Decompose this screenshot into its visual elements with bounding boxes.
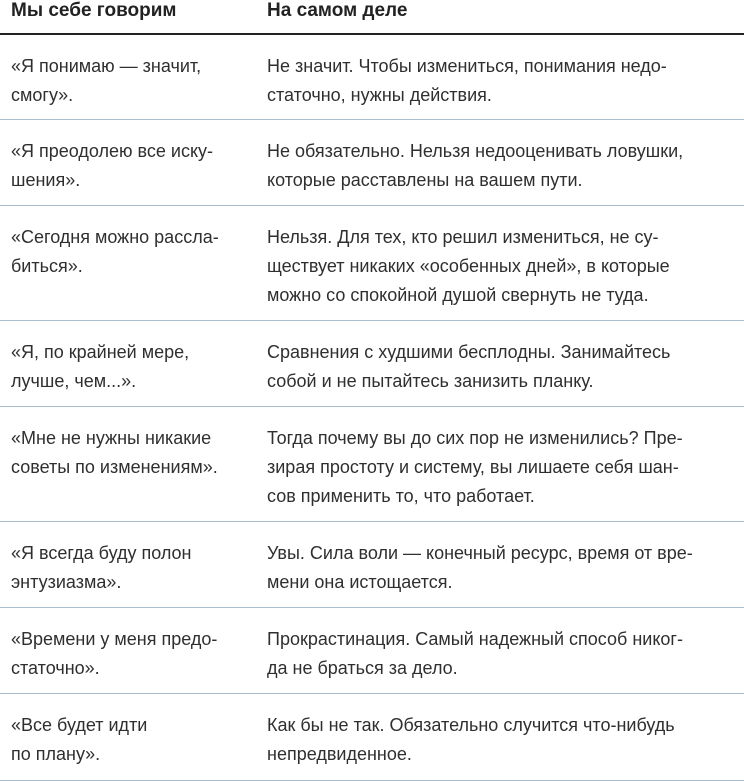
row-say-text: «Все будет идти по плану». [11,715,148,764]
row-reality-text: Как бы не так. Обязательно случится что-нибудь непредвиденное. [267,715,675,764]
row-say-text: «Времени у меня предо- статочно». [11,629,218,678]
table-row [0,35,744,120]
row-reality-text: Тогда почему вы до сих пор не изменились? Пре- зирая простоту и систему, вы лишаете себя шан- сов применить то, что работает. [267,428,683,506]
table-row [0,407,744,522]
row-reality-text: Увы. Сила воли — конечный ресурс, время от вре- мени она истощается. [267,543,693,592]
table-row [0,608,744,694]
table-row [0,120,744,206]
table-header [0,0,744,35]
row-say-text: «Я преодолею все иску- шения». [11,141,214,190]
row-reality-text: Не значит. Чтобы измениться, понимания недо- статочно, нужны действия. [267,56,667,105]
table-row [0,321,744,407]
table-row [0,206,744,321]
header-in-reality: На самом деле [267,0,408,21]
table-row [0,694,744,781]
row-reality-text: Не обязательно. Нельзя недооценивать ловушки, которые расставлены на вашем пути. [267,141,684,190]
row-say-text: «Сегодня можно рассла- биться». [11,227,219,276]
row-say-text: «Я понимаю — значит, смогу». [11,56,202,105]
row-reality-text: Прокрастинация. Самый надежный способ никог- да не браться за дело. [267,629,683,678]
row-reality-text: Сравнения с худшими бесплодны. Занимайтесь собой и не пытайтесь занизить планку. [267,342,671,391]
row-reality-text: Нельзя. Для тех, кто решил измениться, не су- ществует никаких «особенных дней», в которые можно со спокойной душой свернуть не туда. [267,227,670,305]
row-say-text: «Я всегда буду полон энтузиазма». [11,543,192,592]
header-we-say: Мы себе говорим [11,0,177,21]
table-row [0,522,744,608]
row-say-text: «Мне не нужны никакие советы по изменениям». [11,428,218,477]
row-say-text: «Я, по крайней мере, лучше, чем...». [11,342,190,391]
